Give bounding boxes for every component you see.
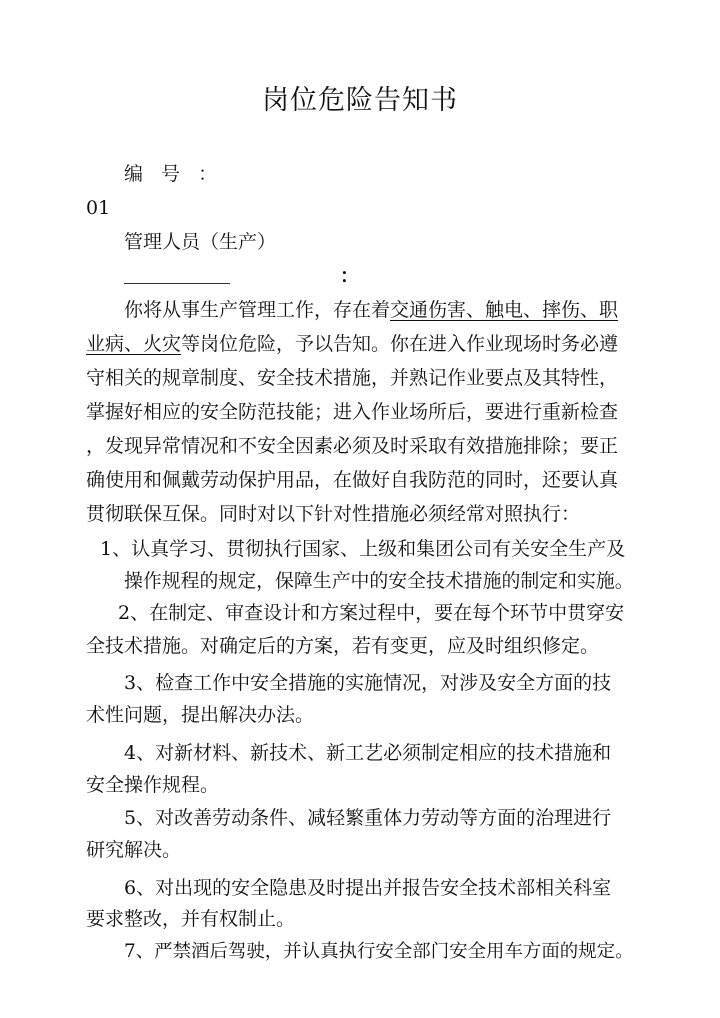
- hazard-list: 交通伤害、触电、摔伤、职: [390, 299, 619, 321]
- item-6-line-1: 6、对出现的安全隐患及时提出并报告安全技术部相关科室: [124, 877, 612, 899]
- item-2-line-2: 全技术措施。对确定后的方案，若有变更，应及时组织修定。: [86, 635, 600, 657]
- document-title: 岗位危险告知书: [262, 85, 458, 116]
- item-1-line-1: 1、认真学习、贯彻执行国家、上级和集团公司有关安全生产及: [100, 538, 626, 560]
- recipient-colon: ：: [340, 265, 360, 287]
- recipient-blank-line: [124, 283, 230, 284]
- intro-text: 你将从事生产管理工作，存在着: [124, 299, 391, 321]
- intro-line-7: 贯彻联保互保。同时对以下针对性措施必须经常对照执行：: [86, 503, 581, 525]
- intro-line-1: [124, 298, 618, 322]
- item-3-line-2: 术性问题，提出解决办法。: [86, 704, 315, 726]
- item-4-line-1: 4、对新材料、新技术、新工艺必须制定相应的技术措施和: [124, 742, 612, 764]
- item-5-line-1: 5、对改善劳动条件、减轻繁重体力劳动等方面的治理进行: [124, 807, 612, 829]
- intro-line-2: [86, 332, 618, 356]
- intro-line-5: ，发现异常情况和不安全因素必须及时采取有效措施排除；要正: [86, 435, 619, 457]
- item-3-line-1: 3、检查工作中安全措施的实施情况，对涉及安全方面的技: [124, 672, 612, 694]
- recipient-label: 管理人员（生产）: [124, 231, 277, 253]
- intro-line-6: 确使用和佩戴劳动保护用品，在做好自我防范的同时，还要认真: [86, 469, 619, 491]
- intro-line-4: 掌握好相应的安全防范技能；进入作业场所后，要进行重新检查: [86, 401, 619, 423]
- number-value: 01: [86, 197, 111, 219]
- item-4-line-2: 安全操作规程。: [86, 774, 220, 796]
- item-2-line-1: 2、在制定、审查设计和方案过程中，要在每个环节中贯穿安: [118, 602, 625, 624]
- intro-line-3: 守相关的规章制度、安全技术措施，并熟记作业要点及其特性，: [86, 367, 619, 389]
- item-5-line-2: 研究解决。: [86, 839, 182, 861]
- item-7-line-1: 7、严禁酒后驾驶，并认真执行安全部门安全用车方面的规定。: [124, 941, 634, 962]
- item-6-line-2: 要求整改，并有权制止。: [86, 908, 296, 930]
- intro-text: 等岗位危险，予以告知。你在进入作业现场时务必遵: [181, 333, 619, 355]
- hazard-list: 业病、火灾: [86, 333, 182, 355]
- item-1-line-2: 操作规程的规定，保障生产中的安全技术措施的制定和实施。: [124, 570, 634, 592]
- number-label: 编 号 ：: [124, 163, 224, 185]
